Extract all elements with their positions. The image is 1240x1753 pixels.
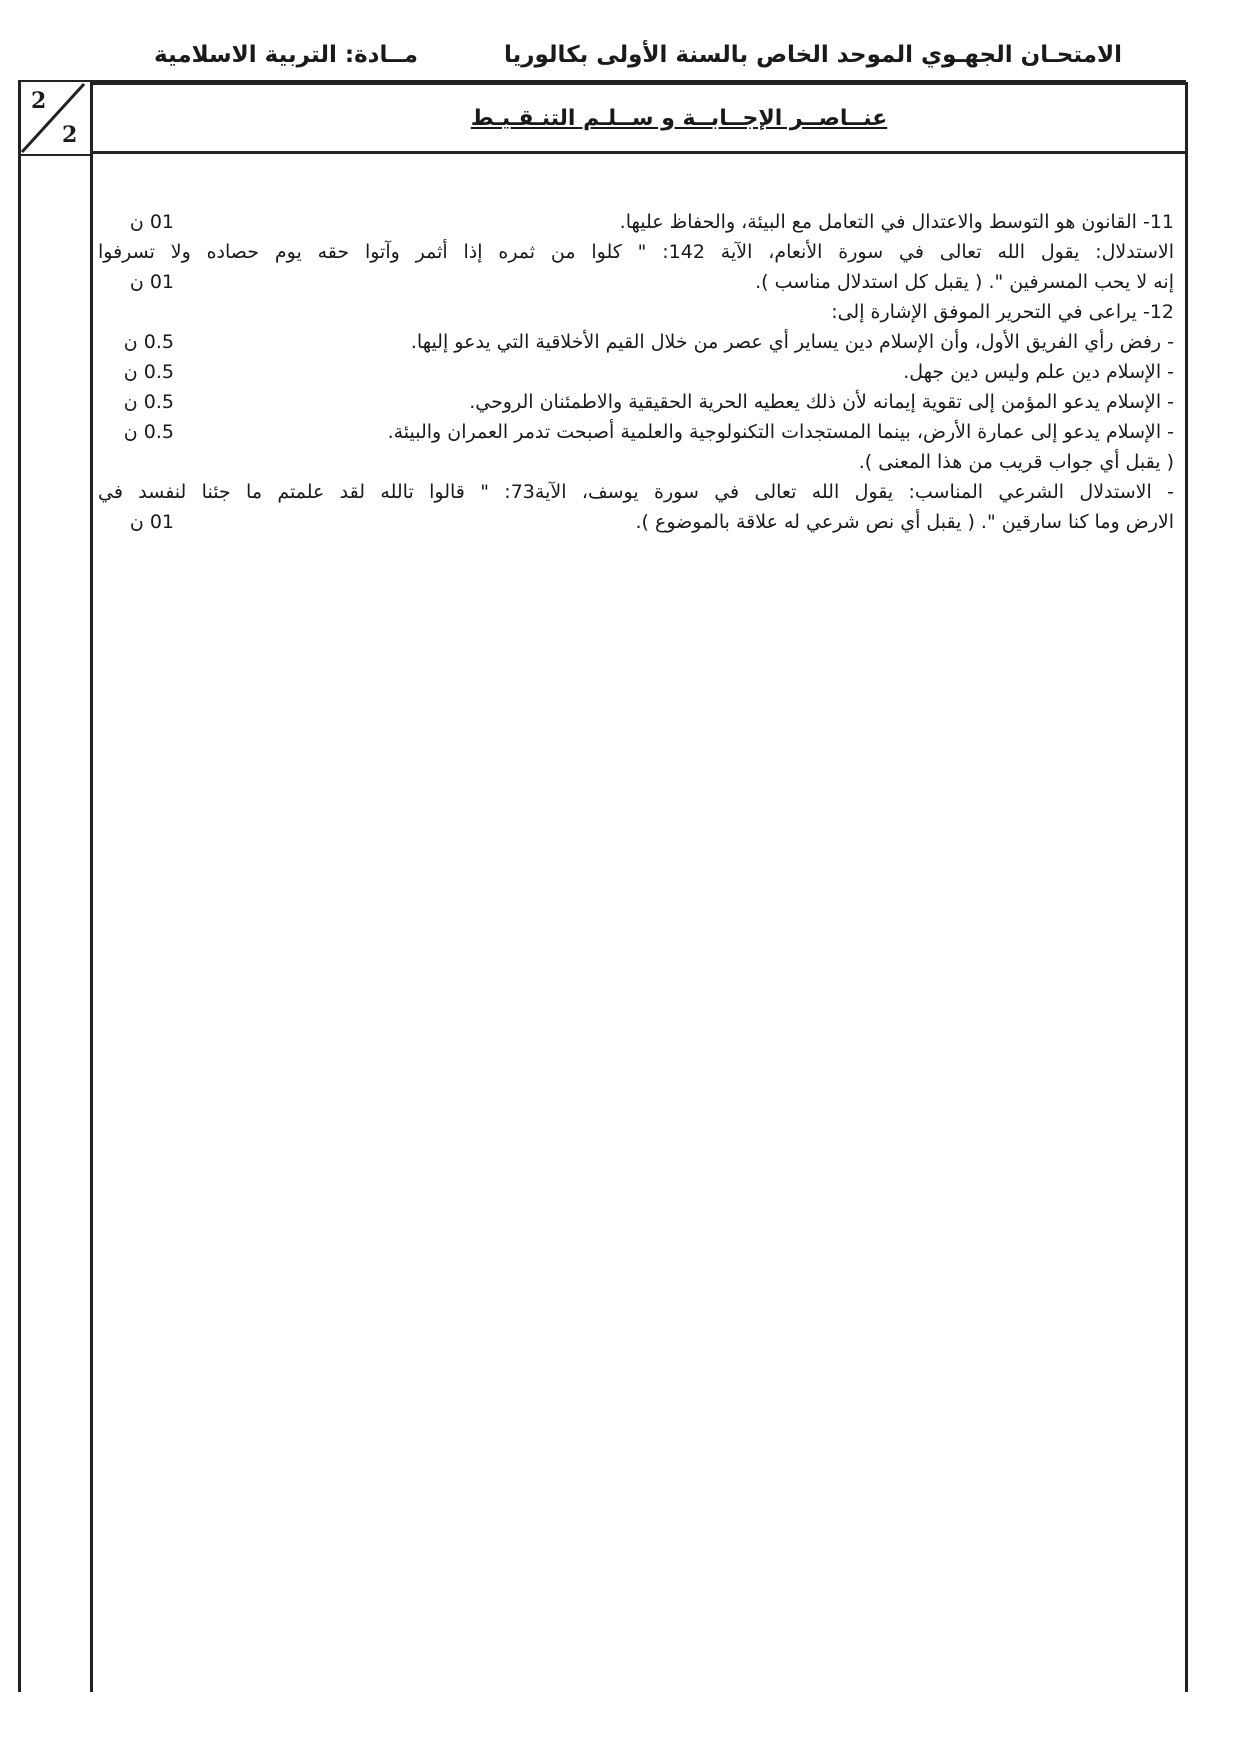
answer-text: 12- يراعى في التحرير الموفق الإشارة إلى:: [831, 301, 1174, 323]
section-title: عنــاصــر الإجــابــة و ســلـم التنـقـيـط: [470, 105, 888, 131]
answer-text: - رفض رأي الفريق الأول، وأن الإسلام دين يساير أي عصر من خلال القيم الأخلاقية التي يدعو إليها.: [410, 331, 1174, 353]
exam-title: الامتحـان الجهـوي الموحد الخاص بالسنة الأولى بكالوريا: [503, 42, 1122, 68]
score: 0.5 ن: [123, 331, 174, 353]
answer-line: [98, 507, 1174, 537]
answer-text: الارض وما كنا سارقين ". ( يقبل أي نص شرعي له علاقة بالموضوع ).: [635, 511, 1174, 533]
score: 0.5 ن: [123, 421, 174, 443]
answer-line: [98, 357, 1174, 387]
answer-text: ( يقبل أي جواب قريب من هذا المعنى ).: [858, 451, 1174, 473]
answer-text: - الاستدلال الشرعي المناسب: يقول الله تعالى في سورة يوسف، الآية73: " قالوا تالله لقد علمتم ما جئنا لنفسد في: [98, 481, 1174, 503]
score: 01 ن: [129, 511, 174, 533]
answer-text: - الإسلام يدعو إلى عمارة الأرض، بينما المستجدات التكنولوجية والعلمية أصبحت تدمر العمران والبيئة.: [387, 421, 1174, 443]
score: 0.5 ن: [123, 361, 174, 383]
answer-line: [98, 297, 1174, 327]
answer-line: [98, 237, 1174, 267]
document-header: [150, 38, 1150, 78]
page-counter: [18, 82, 90, 156]
subject-label: مــادة: التربية الاسلامية: [154, 42, 419, 68]
answer-text: الاستدلال: يقول الله تعالى في سورة الأنعام، الآية 142: " كلوا من ثمره إذا أثمر وآتوا حقه يوم حصاده ولا تسرفوا: [98, 241, 1174, 263]
answer-text: 11- القانون هو التوسط والاعتدال في التعامل مع البيئة، والحفاظ عليها.: [619, 211, 1174, 233]
page-counter-diagonal: [18, 82, 90, 154]
section-header-box: [90, 82, 1188, 154]
answer-text: - الإسلام يدعو المؤمن إلى تقوية إيمانه لأن ذلك يعطيه الحرية الحقيقية والاطمئنان الروحي.: [469, 391, 1174, 413]
answer-line: [98, 267, 1174, 297]
page-number: 2: [31, 88, 47, 114]
score: 01 ن: [129, 271, 174, 293]
answer-text: - الإسلام دين علم وليس دين جهل.: [903, 361, 1174, 383]
page-total: 2: [62, 122, 78, 148]
score: 0.5 ن: [123, 391, 174, 413]
answer-line: [98, 477, 1174, 507]
answer-line: [98, 417, 1174, 447]
answer-line: [98, 327, 1174, 357]
answer-line: [98, 207, 1174, 237]
answer-content: [98, 207, 1174, 537]
answer-line: [98, 447, 1174, 477]
answer-line: [98, 387, 1174, 417]
score: 01 ن: [129, 211, 174, 233]
answer-text: إنه لا يحب المسرفين ". ( يقبل كل استدلال مناسب ).: [755, 271, 1174, 293]
